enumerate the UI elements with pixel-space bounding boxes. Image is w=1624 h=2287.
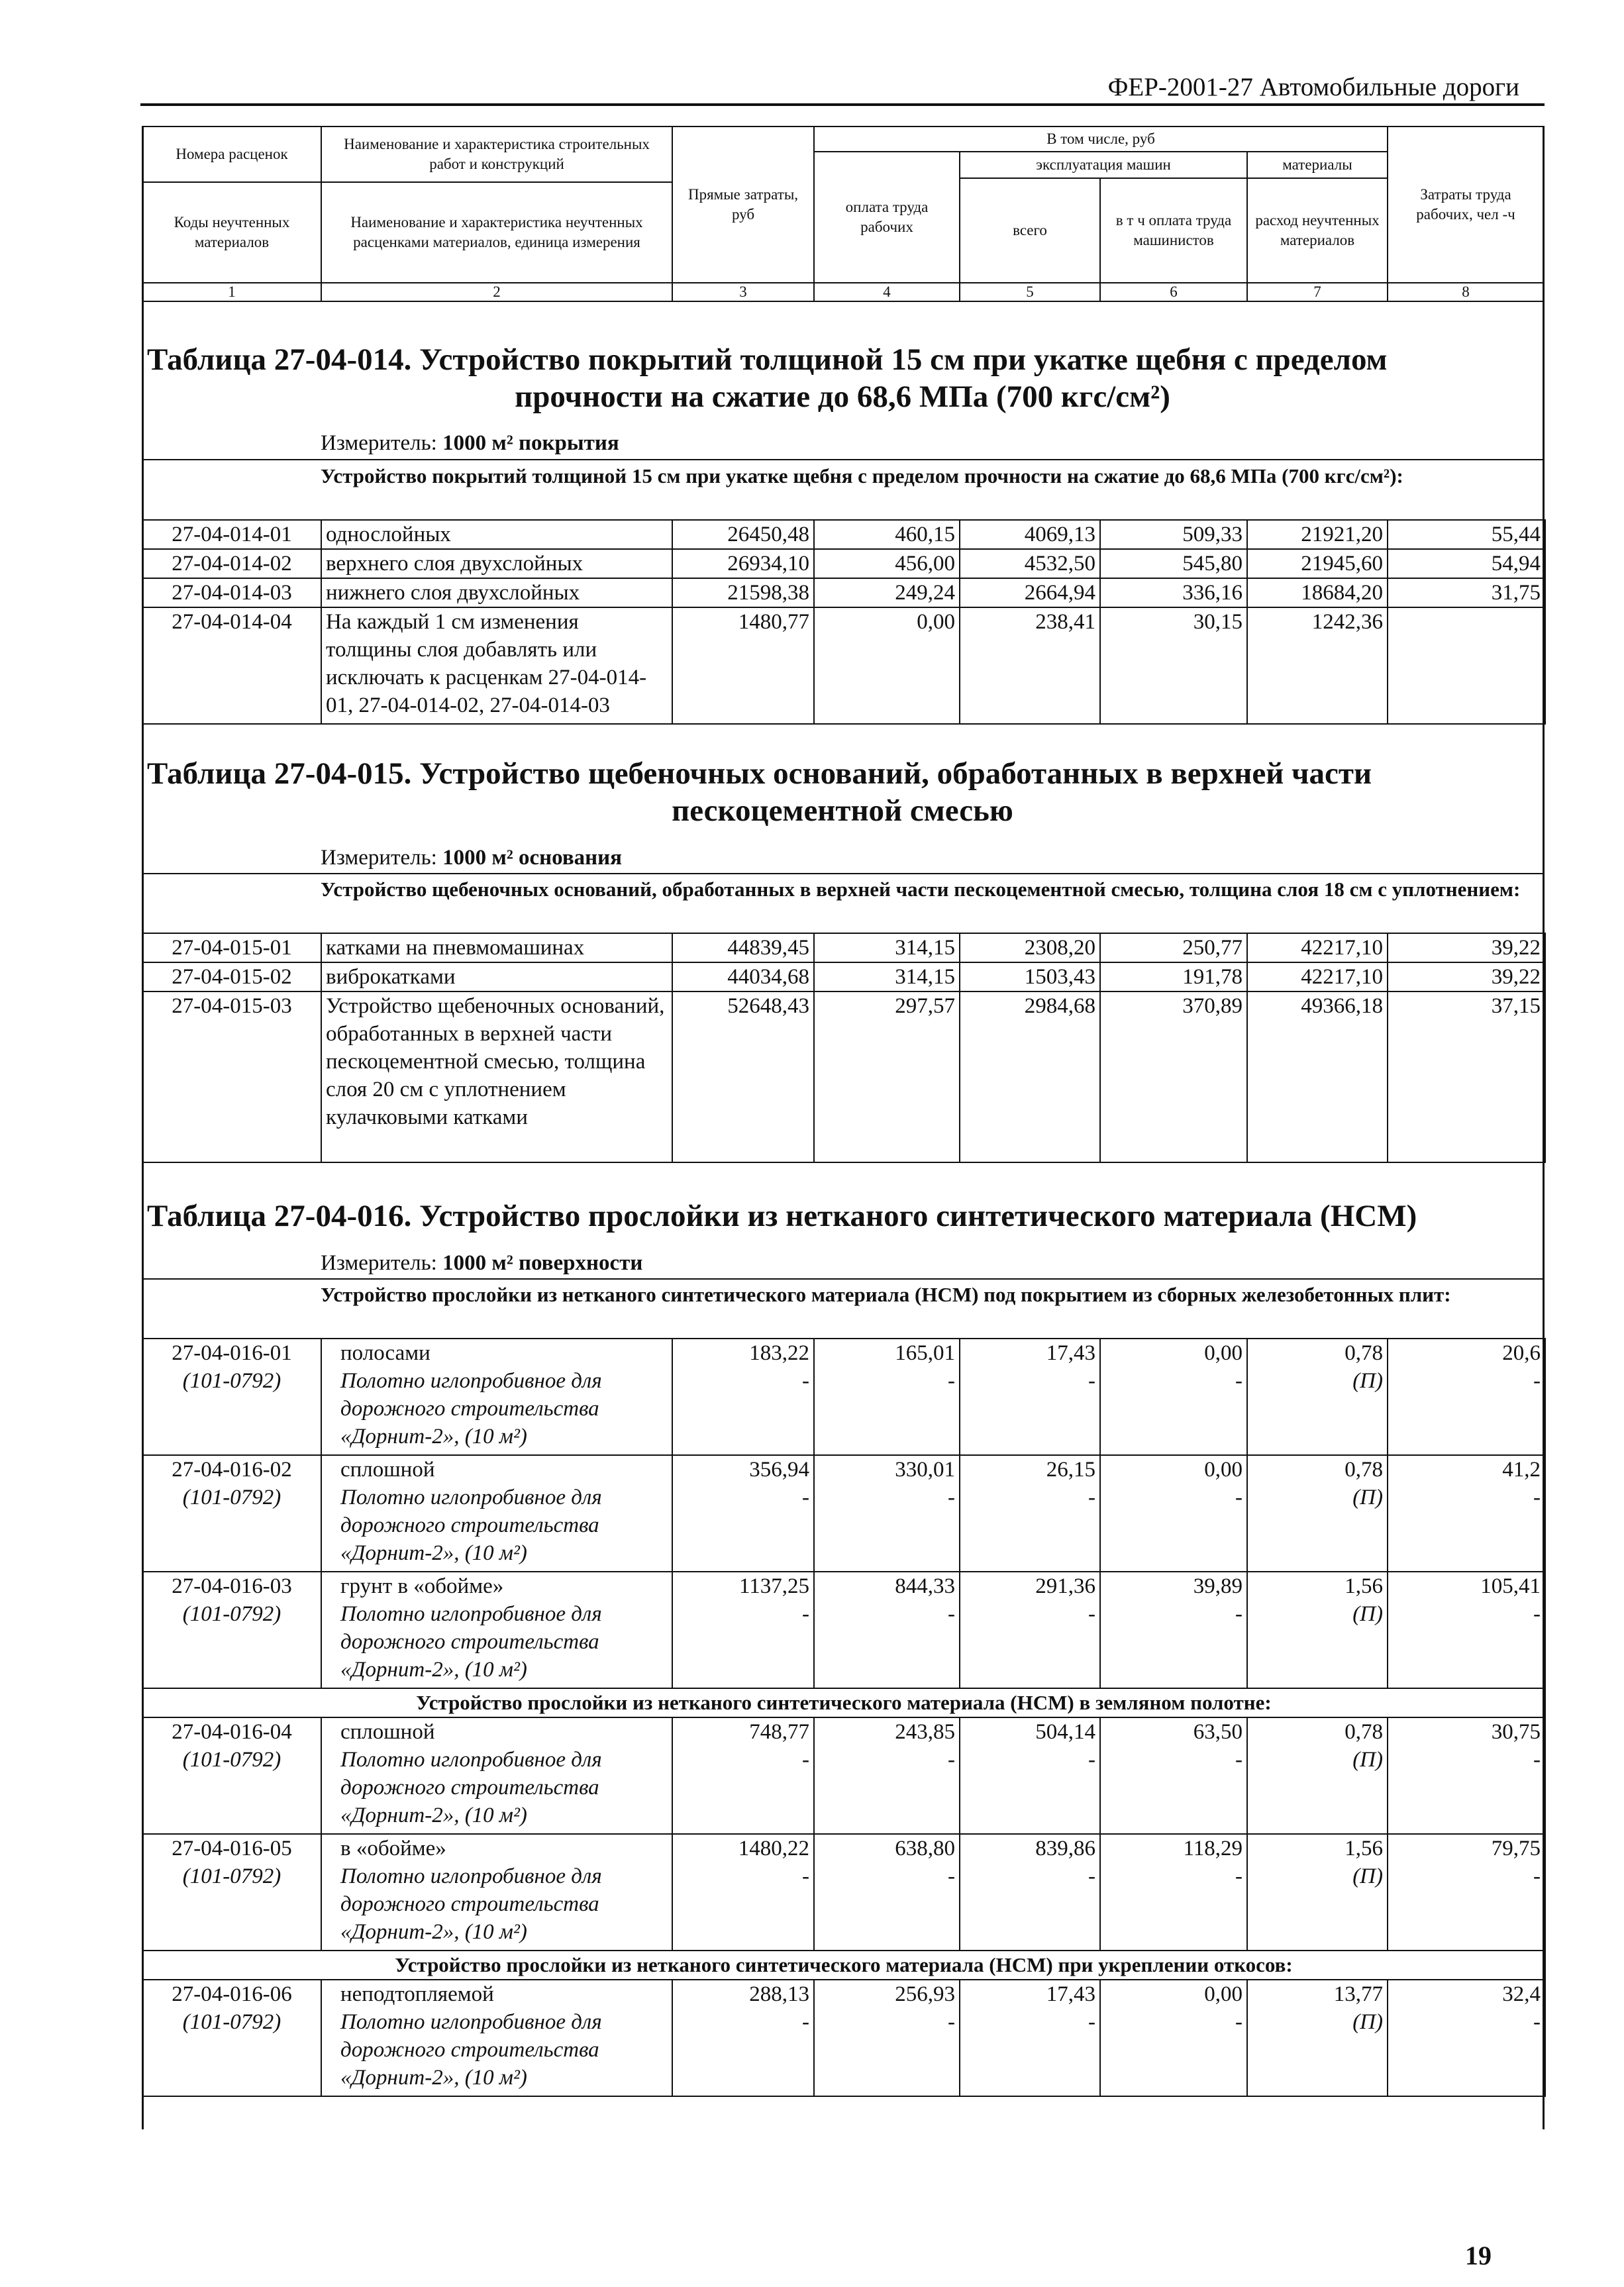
table-cell: 504,14 -: [960, 1717, 1100, 1834]
table-cell: 20,6 -: [1388, 1339, 1545, 1455]
table-row: [142, 1339, 1545, 1455]
table-cell: 27-04-015-01: [142, 933, 321, 962]
table-cell: 1242,36: [1247, 607, 1388, 724]
table-cell: виброкатками: [321, 962, 672, 991]
table-cell: 238,41: [960, 607, 1100, 724]
table-row: [142, 1455, 1545, 1572]
header-c4: оплата труда рабочих: [813, 151, 960, 283]
table-cell: 1503,43: [960, 962, 1100, 991]
table-cell: 55,44: [1388, 520, 1545, 549]
table-cell: 1137,25 -: [672, 1572, 814, 1688]
table-015-title: [147, 755, 1538, 829]
table-cell: 1480,22 -: [672, 1834, 814, 1951]
table-cell: 0,00 -: [1100, 1980, 1247, 2096]
table-cell: 17,43 -: [960, 1980, 1100, 2096]
table-cell: грунт в «обойме» Полотно иглопробивное для дорожного строительства «Дорнит-2», (10 м²): [321, 1572, 672, 1688]
table-015: [142, 933, 1546, 1163]
table-cell: 165,01 -: [814, 1339, 960, 1455]
table-cell: 0,00 -: [1100, 1455, 1247, 1572]
table-014-title-line2: прочности на сжатие до 68,6 МПа (700 кгс/см²): [515, 380, 1170, 414]
table-cell: 297,57: [814, 991, 960, 1162]
table-016-subheading-3-row: [142, 1951, 1545, 1980]
table-cell: 4532,50: [960, 549, 1100, 578]
header-group: В том числе, руб: [813, 126, 1388, 152]
table-cell: 844,33 -: [814, 1572, 960, 1688]
table-cell: в «обойме» Полотно иглопробивное для дорожного строительства «Дорнит-2», (10 м²): [321, 1834, 672, 1951]
rule: [142, 1278, 1545, 1280]
table-cell: 27-04-015-02: [142, 962, 321, 991]
table-015-title-line1: Таблица 27-04-015. Устройство щебеночных оснований, обработанных в верхней части: [147, 756, 1372, 791]
table-015-title-line2: пескоцементной смесью: [672, 793, 1013, 828]
rule: [142, 873, 1545, 874]
table-cell: 105,41 -: [1388, 1572, 1545, 1688]
header-c6: в т ч оплата труда машинистов: [1099, 178, 1248, 283]
table-cell: 21945,60: [1247, 549, 1388, 578]
table-cell: 330,01 -: [814, 1455, 960, 1572]
table-cell: 27-04-014-02: [142, 549, 321, 578]
table-cell: 249,24: [814, 578, 960, 607]
table-cell: 27-04-015-03: [142, 991, 321, 1162]
table-cell: 370,89: [1100, 991, 1247, 1162]
table-cell: катками на пневмомашинах: [321, 933, 672, 962]
table-cell: 2308,20: [960, 933, 1100, 962]
table-016-title: [147, 1197, 1538, 1235]
table-cell: 27-04-016-05 (101-0792): [142, 1834, 321, 1951]
table-cell: полосами Полотно иглопробивное для дорожного строительства «Дорнит-2», (10 м²): [321, 1339, 672, 1455]
table-016-subheading-1: Устройство прослойки из нетканого синтетического материала (НСМ) под покрытием из сборных железобетонных плит:: [321, 1283, 1451, 1306]
table-cell: 460,15: [814, 520, 960, 549]
col-number: 7: [1246, 282, 1388, 302]
table-cell: 17,43 -: [960, 1339, 1100, 1455]
table-row: [142, 1572, 1545, 1688]
table-row: [142, 1717, 1545, 1834]
table-cell: сплошной Полотно иглопробивное для дорожного строительства «Дорнит-2», (10 м²): [321, 1717, 672, 1834]
column-header: [142, 126, 1545, 305]
col-number: 4: [813, 282, 960, 302]
table-cell: 44839,45: [672, 933, 814, 962]
table-cell: 545,80: [1100, 549, 1247, 578]
table-row: [142, 520, 1545, 549]
table-cell: 39,89 -: [1100, 1572, 1247, 1688]
table-cell: 42217,10: [1247, 962, 1388, 991]
header-c1-top: Номера расценок: [142, 126, 322, 183]
table-cell: 288,13 -: [672, 1980, 814, 2096]
col-number: 2: [321, 282, 673, 302]
table-cell: 336,16: [1100, 578, 1247, 607]
table-cell: На каждый 1 см изменения толщины слоя добавлять или исключать к расценкам 27-04-014-01, 27-04-014-02, 27-04-014-03: [321, 607, 672, 724]
table-cell: [1388, 607, 1545, 724]
table-015-subheading: Устройство щебеночных оснований, обработанных в верхней части пескоцементной смесью, толщина слоя 18 см с уплотнением:: [321, 878, 1521, 901]
table-cell: 39,22: [1388, 933, 1545, 962]
table-cell: 54,94: [1388, 549, 1545, 578]
table-016-subheading-2: Устройство прослойки из нетканого синтетического материала (НСМ) в земляном полотне:: [142, 1688, 1545, 1717]
table-cell: Устройство щебеночных оснований, обработанных в верхней части пескоцементной смесью, толщина слоя 20 см с уплотнением кулачковыми катками: [321, 991, 672, 1162]
table-cell: 26450,48: [672, 520, 814, 549]
table-cell: 42217,10: [1247, 933, 1388, 962]
table-cell: 63,50 -: [1100, 1717, 1247, 1834]
table-cell: однослойных: [321, 520, 672, 549]
table-row: [142, 991, 1545, 1162]
table-cell: 41,2 -: [1388, 1455, 1545, 1572]
col-number: 6: [1099, 282, 1248, 302]
col-number: 8: [1387, 282, 1545, 302]
table-cell: 191,78: [1100, 962, 1247, 991]
table-014-title-line1: Таблица 27-04-014. Устройство покрытий толщиной 15 см при укатке щебня с пределом: [147, 342, 1388, 377]
table-cell: 1480,77: [672, 607, 814, 724]
table-cell: неподтопляемой Полотно иглопробивное для дорожного строительства «Дорнит-2», (10 м²): [321, 1980, 672, 2096]
table-cell: 0,78 (П): [1247, 1339, 1388, 1455]
table-cell: 26934,10: [672, 549, 814, 578]
header-c2-bottom: Наименование и характеристика неучтенных расценками материалов, единица измерения: [321, 181, 673, 283]
table-cell: 1,56 (П): [1247, 1572, 1388, 1688]
table-cell: 314,15: [814, 933, 960, 962]
table-cell: 27-04-016-02 (101-0792): [142, 1455, 321, 1572]
header-c3: Прямые затраты, руб: [672, 126, 815, 283]
header-c7: расход неучтенных материалов: [1246, 178, 1388, 283]
table-row: [142, 1980, 1545, 2096]
table-cell: 52648,43: [672, 991, 814, 1162]
running-header-text: ФЕР-2001-27 Автомобильные дороги: [1107, 73, 1519, 101]
table-cell: 0,78 (П): [1247, 1455, 1388, 1572]
table-cell: 79,75 -: [1388, 1834, 1545, 1951]
table-cell: 314,15: [814, 962, 960, 991]
table-cell: 250,77: [1100, 933, 1247, 962]
table-cell: 21921,20: [1247, 520, 1388, 549]
table-cell: 0,00 -: [1100, 1339, 1247, 1455]
table-cell: 256,93 -: [814, 1980, 960, 2096]
table-cell: 839,86 -: [960, 1834, 1100, 1951]
table-cell: 32,4 -: [1388, 1980, 1545, 2096]
table-014-subheading: Устройство покрытий толщиной 15 см при укатке щебня с пределом прочности на сжатие до 68,6 МПа (700 кгс/см²):: [321, 464, 1403, 487]
table-014-title: [147, 341, 1538, 415]
table-cell: нижнего слоя двухслойных: [321, 578, 672, 607]
table-cell: 4069,13: [960, 520, 1100, 549]
table-cell: 21598,38: [672, 578, 814, 607]
table-016-subheading-2-row: [142, 1688, 1545, 1717]
table-cell: 37,15: [1388, 991, 1545, 1162]
table-cell: 49366,18: [1247, 991, 1388, 1162]
table-cell: верхнего слоя двухслойных: [321, 549, 672, 578]
col-number: 5: [959, 282, 1101, 302]
table-cell: 44034,68: [672, 962, 814, 991]
table-016-subheading-3: Устройство прослойки из нетканого синтетического материала (НСМ) при укреплении откосов:: [142, 1951, 1545, 1980]
table-cell: 1,56 (П): [1247, 1834, 1388, 1951]
table-cell: 2984,68: [960, 991, 1100, 1162]
table-cell: 118,29 -: [1100, 1834, 1247, 1951]
table-cell: 27-04-014-04: [142, 607, 321, 724]
table-cell: 18684,20: [1247, 578, 1388, 607]
table-016-part1: [142, 1338, 1546, 2097]
table-016-measure: Измеритель: 1000 м² поверхности: [321, 1251, 643, 1275]
page-number: 19: [1465, 2241, 1492, 2270]
table-cell: 31,75: [1388, 578, 1545, 607]
table-cell: 0,78 (П): [1247, 1717, 1388, 1834]
table-row: [142, 607, 1545, 724]
table-row: [142, 1834, 1545, 1951]
table-cell: 243,85 -: [814, 1717, 960, 1834]
table-014-measure: Измеритель: 1000 м² покрытия: [321, 431, 619, 455]
table-cell: 39,22: [1388, 962, 1545, 991]
table-cell: 183,22 -: [672, 1339, 814, 1455]
table-row: [142, 549, 1545, 578]
table-cell: 13,77 (П): [1247, 1980, 1388, 2096]
running-header: [140, 72, 1545, 106]
table-cell: сплошной Полотно иглопробивное для дорожного строительства «Дорнит-2», (10 м²): [321, 1455, 672, 1572]
table-cell: 26,15 -: [960, 1455, 1100, 1572]
table-cell: 27-04-016-01 (101-0792): [142, 1339, 321, 1455]
table-row: [142, 933, 1545, 962]
table-cell: 0,00: [814, 607, 960, 724]
table-row: [142, 962, 1545, 991]
table-cell: 27-04-016-04 (101-0792): [142, 1717, 321, 1834]
table-015-measure: Измеритель: 1000 м² основания: [321, 846, 623, 870]
table-cell: 27-04-016-06 (101-0792): [142, 1980, 321, 2096]
table-cell: 356,94 -: [672, 1455, 814, 1572]
table-cell: 748,77 -: [672, 1717, 814, 1834]
table-cell: 456,00: [814, 549, 960, 578]
col-number: 1: [142, 282, 322, 302]
table-cell: 509,33: [1100, 520, 1247, 549]
table-cell: 27-04-014-03: [142, 578, 321, 607]
table-cell: 30,75 -: [1388, 1717, 1545, 1834]
col-number: 3: [672, 282, 815, 302]
header-c1-bottom: Коды неучтенных материалов: [142, 181, 322, 283]
header-c8: Затраты труда рабочих, чел -ч: [1387, 126, 1545, 283]
table-cell: 27-04-016-03 (101-0792): [142, 1572, 321, 1688]
header-c2-top: Наименование и характеристика строительных работ и конструкций: [321, 126, 673, 183]
table-cell: 291,36 -: [960, 1572, 1100, 1688]
header-materials: материалы: [1246, 151, 1388, 179]
table-row: [142, 578, 1545, 607]
table-cell: 27-04-014-01: [142, 520, 321, 549]
table-cell: 30,15: [1100, 607, 1247, 724]
header-c5: всего: [959, 178, 1101, 283]
table-cell: 2664,94: [960, 578, 1100, 607]
table-016-title-line1: Таблица 27-04-016. Устройство прослойки из нетканого синтетического материала (НСМ): [147, 1199, 1417, 1233]
table-014: [142, 519, 1546, 725]
rule: [142, 459, 1545, 460]
table-cell: 638,80 -: [814, 1834, 960, 1951]
header-machines: эксплуатация машин: [959, 151, 1248, 179]
